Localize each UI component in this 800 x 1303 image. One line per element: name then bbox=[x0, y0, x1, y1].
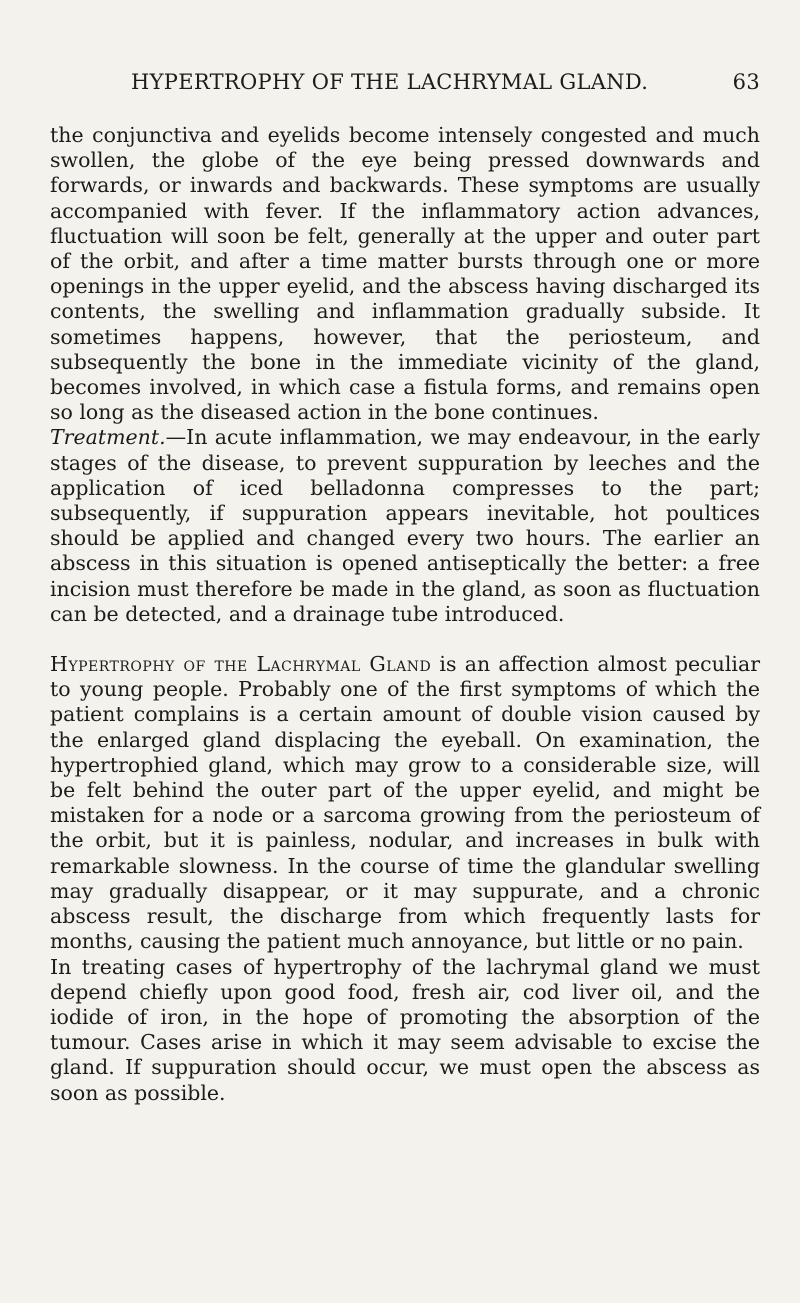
paragraph-treating: In treating cases of hypertrophy of the lachrymal gland we must depend chiefly upon good food, fresh air, cod liver oil, and the iodide of iron, in the hope of promoting the absorption of the tumour. Cases arise in which it may seem advisable to excise the gland. If suppuration should occur, we must open the abscess as soon as possible. bbox=[50, 954, 760, 1105]
paragraph-hypertrophy bbox=[50, 652, 760, 954]
page-number: 63 bbox=[732, 70, 760, 94]
treatment-heading: Treatment. bbox=[50, 425, 166, 450]
paragraph-treatment bbox=[50, 425, 760, 627]
treatment-text: —In acute inflammation, we may endeavour, in the early stages of the disease, to prevent suppuration by leeches and the application of iced belladonna compresses to the part; subsequently, if suppuration appears inevitable, hot poultices should be applied and changed every two hours. The earlier an abscess in this situation is opened antiseptically the better: a free incision must therefore be made in the gland, as soon as fluctuation can be detected, and a drainage tube introduced. bbox=[50, 425, 760, 626]
running-title: HYPERTROPHY OF THE LACHRYMAL GLAND. bbox=[131, 70, 649, 94]
hypertrophy-text: is an affection almost peculiar to young people. Probably one of the first symptoms of which the patient complains is a certain amount of double vision caused by the enlarged gland displacing the eyeball. On examination, the hypertrophied gland, which may grow to a considerable size, will be felt behind the outer part of the upper eyelid, and might be mistaken for a node or a sarcoma growing from the periosteum of the orbit, but it is painless, nodular, and increases in bulk with remarkable slowness. In the course of time the glandular swelling may gradually disappear, or it may suppurate, and a chronic abscess result, the discharge from which frequently lasts for months, causing the patient much annoyance, but little or no pain. bbox=[50, 652, 760, 954]
paragraph-continuation: the conjunctiva and eyelids become intensely congested and much swollen, the globe of the eye being pressed downwards and forwards, or inwards and backwards. These symptoms are usually accompanied with fever. If the inflammatory action advances, fluctuation will soon be felt, generally at the upper and outer part of the orbit, and after a time matter bursts through one or more openings in the upper eyelid, and the abscess having discharged its contents, the swelling and inflammation gradually subside. It sometimes happens, however, that the periosteum, and subsequently the bone in the immediate vicinity of the gland, becomes involved, in which case a fistula forms, and remains open so long as the diseased action in the bone continues. bbox=[50, 123, 760, 425]
running-header bbox=[50, 58, 760, 98]
section-heading: Hypertrophy of the Lachrymal Gland bbox=[50, 652, 432, 677]
book-page bbox=[50, 58, 760, 1106]
